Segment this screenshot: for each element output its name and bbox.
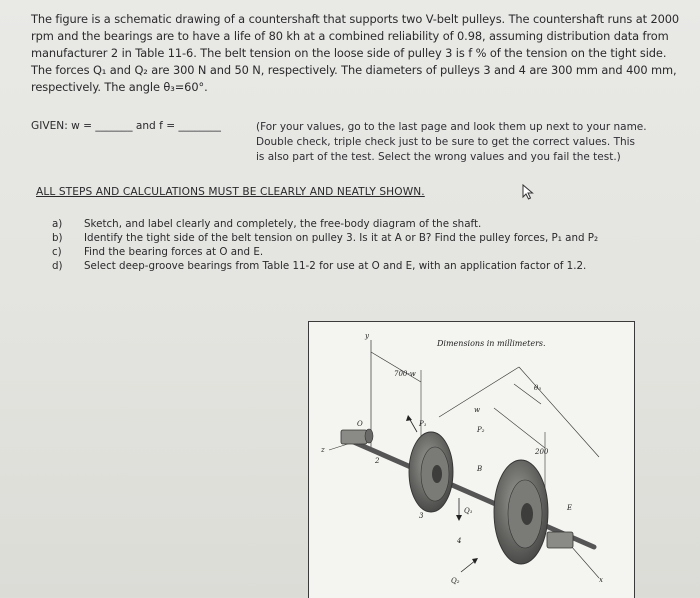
task-label: d) (52, 260, 63, 272)
given-values: GIVEN: w = _______ and f = ________ (31, 120, 221, 132)
bearing-o (341, 430, 367, 444)
countershaft-figure (308, 321, 635, 598)
note-line: is also part of the test. Select the wrong values and you fail the test.) (256, 151, 621, 163)
problem-line: rpm and the bearings are to have a life of 80 kh at a combined reliability of 0.98, assuming distribution data from (31, 29, 669, 43)
figure-caption: Dimensions in millimeters. (437, 339, 546, 348)
q2-label: Q₂ (451, 577, 460, 585)
note-line: Double check, triple check just to be sure to get the correct values. This (256, 136, 636, 148)
point-2-label: 2 (375, 457, 380, 465)
problem-line: The figure is a schematic drawing of a countershaft that supports two V-belt pulleys. The countershaft runs at 2000 (31, 12, 680, 26)
countershaft-drawing (309, 322, 634, 598)
p2-label: P₂ (477, 426, 485, 434)
dimension-700-label: 700-w (394, 370, 416, 378)
dimension-line-200 (494, 408, 545, 448)
point-b-label: B (477, 465, 483, 473)
theta-label: θ₃ (534, 384, 542, 392)
x-axis-line (571, 546, 599, 578)
pulley-3-label: 3 (419, 512, 424, 520)
task-text: Sketch, and label clearly and completely, the free-body diagram of the shaft. (84, 218, 482, 230)
note-line: (For your values, go to the last page and look them up next to your name. (256, 121, 647, 133)
point-e-label: E (567, 504, 573, 512)
task-text: Select deep-groove bearings from Table 11-2 for use at O and E, with an application factor of 1.2. (84, 260, 587, 272)
instruction-note (256, 120, 676, 165)
problem-statement (31, 11, 680, 96)
bearing-e (547, 532, 573, 548)
point-o-label: O (357, 420, 363, 428)
y-axis-label: y (365, 332, 369, 340)
q1-label: Q₁ (464, 507, 473, 515)
problem-line: respectively. The angle θ₃=60°. (31, 80, 208, 94)
w-label: w (474, 406, 480, 414)
task-text: Find the bearing forces at O and E. (84, 246, 264, 258)
task-label: c) (52, 246, 62, 258)
task-label: b) (52, 232, 63, 244)
problem-line: The forces Q₁ and Q₂ are 300 N and 50 N, respectively. The diameters of pulleys 3 and 4 are 300 mm and 400 mm, (31, 63, 677, 77)
instructions-heading: ALL STEPS AND CALCULATIONS MUST BE CLEARLY AND NEATLY SHOWN. (36, 186, 425, 198)
mouse-pointer-icon (520, 183, 536, 201)
z-axis-label: z (321, 446, 325, 454)
task-text: Identify the tight side of the belt tension on pulley 3. Is it at A or B? Find the pulley forces, P₁ and P₂ (84, 232, 599, 244)
task-label: a) (52, 218, 63, 230)
shaft (349, 440, 594, 547)
pulley-4-label: 4 (457, 537, 462, 545)
x-axis-label: x (599, 576, 603, 584)
problem-line: manufacturer 2 in Table 11-6. The belt tension on the loose side of pulley 3 is f % of the tension on the tight side. (31, 46, 667, 60)
p1-label: P₁ (419, 420, 427, 428)
dimension-200-label: 200 (535, 448, 549, 456)
